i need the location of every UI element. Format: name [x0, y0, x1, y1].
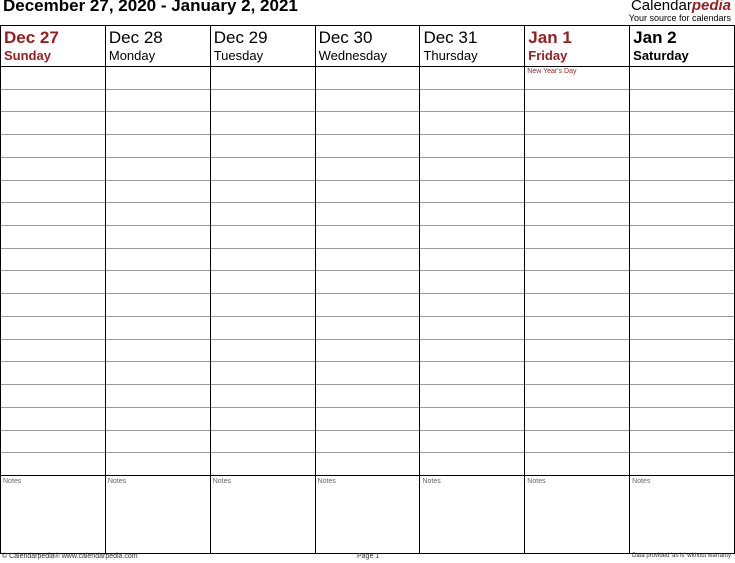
time-slot-row[interactable] [630, 271, 734, 294]
time-slot-row[interactable] [106, 340, 210, 363]
time-slot-row[interactable] [420, 340, 524, 363]
notes-area[interactable] [106, 476, 210, 553]
day-header [525, 26, 629, 67]
time-slot-row[interactable] [211, 135, 315, 158]
time-slot-row[interactable] [211, 362, 315, 385]
footer-page-number: Page 1 [357, 553, 380, 560]
day-date: Dec 31 [423, 28, 478, 47]
day-column-tuesday [210, 26, 315, 553]
time-slot-row[interactable] [420, 249, 524, 272]
time-slot-row[interactable] [211, 90, 315, 113]
time-slot-row[interactable] [420, 158, 524, 181]
time-slot-row[interactable] [316, 67, 420, 90]
time-slot-row[interactable] [1, 362, 105, 385]
time-slot-row[interactable] [630, 294, 734, 317]
footer-disclaimer: Data provided 'as is' without warranty [631, 553, 731, 559]
day-weekday: Monday [108, 48, 156, 63]
time-slot-row[interactable] [316, 340, 420, 363]
time-slot-row[interactable] [1, 249, 105, 272]
time-slot-row[interactable] [1, 340, 105, 363]
time-slot-row[interactable] [525, 408, 629, 431]
notes-label: Notes [3, 478, 22, 485]
time-slot-row[interactable] [630, 317, 734, 340]
notes-label: Notes [212, 478, 232, 485]
day-date: Jan 1 [528, 28, 572, 47]
time-slot-row[interactable] [106, 408, 210, 431]
time-slot-row[interactable] [106, 135, 210, 158]
time-slot-row[interactable] [316, 431, 420, 454]
time-slot-row[interactable] [106, 362, 210, 385]
time-slot-row[interactable] [420, 271, 524, 294]
time-slot-row[interactable] [316, 112, 420, 135]
time-slot-row[interactable] [525, 181, 629, 204]
day-date: Dec 30 [318, 28, 373, 47]
day-header [1, 26, 105, 67]
time-slot-row[interactable] [1, 317, 105, 340]
time-slot-row[interactable] [106, 203, 210, 226]
day-column-monday [105, 26, 210, 553]
time-slot-row[interactable] [106, 385, 210, 408]
time-slot-row[interactable] [630, 112, 734, 135]
day-date: Dec 28 [108, 28, 163, 47]
day-header [211, 26, 315, 67]
time-slot-row[interactable] [106, 294, 210, 317]
time-slot-row[interactable] [106, 431, 210, 454]
time-slot-row[interactable] [1, 90, 105, 113]
hour-rows [316, 67, 420, 476]
footer-copyright: © Calendarpedia® www.calendarpedia.com [2, 553, 138, 560]
notes-area[interactable] [316, 476, 420, 553]
time-slot-row[interactable] [106, 158, 210, 181]
time-slot-row[interactable] [420, 408, 524, 431]
time-slot-row[interactable] [211, 203, 315, 226]
time-slot-row[interactable] [211, 226, 315, 249]
time-slot-row[interactable] [316, 90, 420, 113]
time-slot-row[interactable] [106, 181, 210, 204]
time-slot-row[interactable] [420, 431, 524, 454]
time-slot-row[interactable] [1, 203, 105, 226]
page-title: December 27, 2020 - January 2, 2021 [3, 0, 298, 15]
time-slot-row[interactable] [420, 90, 524, 113]
time-slot-row[interactable] [420, 385, 524, 408]
time-slot-row[interactable] [630, 181, 734, 204]
time-slot-row[interactable] [211, 158, 315, 181]
time-slot-row[interactable] [316, 453, 420, 476]
time-slot-row[interactable] [106, 317, 210, 340]
time-slot-row[interactable] [525, 431, 629, 454]
day-date: Dec 29 [213, 28, 268, 47]
time-slot-row[interactable] [316, 135, 420, 158]
time-slot-row[interactable] [420, 226, 524, 249]
notes-label: Notes [632, 478, 651, 485]
day-column-thursday [419, 26, 524, 553]
time-slot-row[interactable] [525, 362, 629, 385]
time-slot-row[interactable] [316, 158, 420, 181]
time-slot-row[interactable] [525, 203, 629, 226]
time-slot-row[interactable] [525, 385, 629, 408]
day-header [630, 26, 734, 67]
time-slot-row[interactable] [316, 226, 420, 249]
time-slot-row[interactable] [211, 317, 315, 340]
time-slot-row[interactable] [525, 226, 629, 249]
time-slot-row[interactable] [630, 453, 734, 476]
time-slot-row[interactable] [211, 453, 315, 476]
time-slot-row[interactable] [1, 271, 105, 294]
time-slot-row[interactable] [106, 226, 210, 249]
time-slot-row[interactable] [630, 226, 734, 249]
time-slot-row[interactable] [525, 90, 629, 113]
day-weekday: Saturday [633, 48, 689, 63]
time-slot-row[interactable] [106, 271, 210, 294]
time-slot-row[interactable] [525, 158, 629, 181]
notes-label: Notes [317, 478, 336, 485]
time-slot-row[interactable] [525, 317, 629, 340]
time-slot-row[interactable] [211, 385, 315, 408]
time-slot-row[interactable] [316, 385, 420, 408]
time-slot-row[interactable] [1, 135, 105, 158]
time-slot-row[interactable] [525, 294, 629, 317]
day-weekday: Wednesday [318, 48, 387, 63]
time-slot-row[interactable] [630, 362, 734, 385]
time-slot-row[interactable] [420, 135, 524, 158]
time-slot-row[interactable] [525, 249, 629, 272]
time-slot-row[interactable] [211, 271, 315, 294]
day-weekday: Thursday [423, 48, 478, 63]
notes-label: Notes [527, 478, 546, 485]
time-slot-row[interactable] [630, 203, 734, 226]
time-slot-row[interactable] [316, 294, 420, 317]
notes-label: Notes [422, 478, 441, 485]
hour-rows [525, 67, 629, 476]
brand-name [629, 0, 731, 14]
time-slot-row[interactable] [211, 249, 315, 272]
hour-rows [420, 67, 524, 476]
time-slot-row[interactable] [420, 294, 524, 317]
time-slot-row[interactable] [420, 453, 524, 476]
time-slot-row[interactable] [630, 340, 734, 363]
brand-suffix: pedia [691, 0, 731, 14]
time-slot-row[interactable] [211, 67, 315, 90]
time-slot-row[interactable] [1, 453, 105, 476]
time-slot-row[interactable] [1, 181, 105, 204]
time-slot-row[interactable] [1, 431, 105, 454]
time-slot-row[interactable] [1, 67, 105, 90]
time-slot-row[interactable] [1, 226, 105, 249]
brand-logo [629, 0, 731, 23]
time-slot-row[interactable] [211, 181, 315, 204]
notes-area[interactable] [1, 476, 105, 553]
day-header [316, 26, 420, 67]
day-column-sunday [1, 26, 105, 553]
holiday-label: New Year's Day [527, 68, 577, 75]
time-slot-row[interactable] [420, 181, 524, 204]
time-slot-row[interactable] [630, 135, 734, 158]
day-column-friday [524, 26, 629, 553]
time-slot-row[interactable] [316, 181, 420, 204]
hour-rows [106, 67, 210, 476]
time-slot-row[interactable] [211, 112, 315, 135]
time-slot-row[interactable] [525, 340, 629, 363]
time-slot-row[interactable] [1, 385, 105, 408]
day-weekday: Friday [528, 48, 568, 63]
time-slot-row[interactable] [630, 90, 734, 113]
time-slot-row[interactable] [106, 249, 210, 272]
time-slot-row[interactable] [106, 90, 210, 113]
day-weekday: Tuesday [213, 48, 264, 63]
day-header [106, 26, 210, 67]
day-date: Dec 27 [4, 28, 59, 47]
notes-area[interactable] [211, 476, 315, 553]
time-slot-row[interactable] [211, 408, 315, 431]
time-slot-row[interactable] [316, 271, 420, 294]
time-slot-row[interactable] [211, 340, 315, 363]
time-slot-row[interactable] [1, 408, 105, 431]
time-slot-row[interactable] [630, 249, 734, 272]
brand-prefix: Calendar [630, 0, 692, 14]
day-header [420, 26, 524, 67]
time-slot-row[interactable] [316, 408, 420, 431]
time-slot-row[interactable] [1, 158, 105, 181]
week-grid [0, 25, 735, 554]
time-slot-row[interactable] [525, 112, 629, 135]
time-slot-row[interactable] [316, 317, 420, 340]
time-slot-row[interactable] [420, 203, 524, 226]
time-slot-row[interactable] [420, 362, 524, 385]
time-slot-row[interactable] [1, 294, 105, 317]
hour-rows [630, 67, 734, 476]
time-slot-row[interactable] [525, 67, 629, 90]
time-slot-row[interactable] [525, 453, 629, 476]
day-column-saturday [629, 26, 734, 553]
time-slot-row[interactable] [420, 317, 524, 340]
day-date: Jan 2 [633, 28, 677, 47]
time-slot-row[interactable] [630, 67, 734, 90]
notes-area[interactable] [630, 476, 734, 553]
day-weekday: Sunday [4, 48, 51, 63]
brand-tagline: Your source for calendars [628, 13, 731, 23]
hour-rows [211, 67, 315, 476]
time-slot-row[interactable] [630, 158, 734, 181]
time-slot-row[interactable] [630, 385, 734, 408]
time-slot-row[interactable] [106, 453, 210, 476]
notes-area[interactable] [525, 476, 629, 553]
time-slot-row[interactable] [316, 203, 420, 226]
time-slot-row[interactable] [525, 271, 629, 294]
time-slot-row[interactable] [525, 135, 629, 158]
hour-rows [1, 67, 105, 476]
time-slot-row[interactable] [316, 249, 420, 272]
time-slot-row[interactable] [211, 431, 315, 454]
time-slot-row[interactable] [1, 112, 105, 135]
day-column-wednesday [315, 26, 420, 553]
time-slot-row[interactable] [420, 112, 524, 135]
notes-area[interactable] [420, 476, 524, 553]
time-slot-row[interactable] [106, 112, 210, 135]
time-slot-row[interactable] [630, 431, 734, 454]
time-slot-row[interactable] [420, 67, 524, 90]
time-slot-row[interactable] [106, 67, 210, 90]
time-slot-row[interactable] [316, 362, 420, 385]
time-slot-row[interactable] [630, 408, 734, 431]
time-slot-row[interactable] [211, 294, 315, 317]
notes-label: Notes [107, 478, 127, 485]
